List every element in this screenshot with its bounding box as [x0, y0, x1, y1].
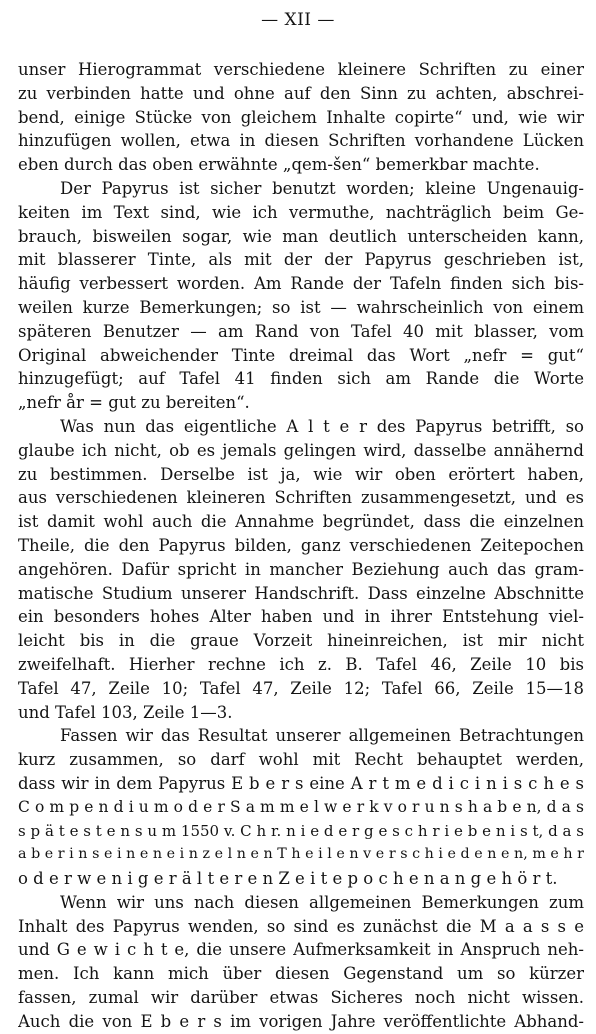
text-line: aus verschiedenen kleineren Schriften zusammengesetzt, und es [18, 488, 584, 508]
text-line: hinzufügen wollen, etwa in diesen Schriften vorhandene Lücken [18, 131, 584, 151]
text-line: brauch, bisweilen sogar, wie man deutlich unterscheiden kann, [18, 226, 584, 246]
text-line: leicht bis in die graue Vorzeit hineinreichen, ist mir nicht [18, 631, 584, 651]
text-line: Tafel 47, Zeile 10; Tafel 47, Zeile 12; Tafel 66, Zeile 15—18 [18, 678, 584, 698]
text-line: zu bestimmen. Derselbe ist ja, wie wir oben erörtert haben, [18, 464, 584, 484]
text-line: und G e w i c h t e, die unsere Aufmerksamkeit in Anspruch neh- [18, 940, 584, 960]
text-line: späteren Benutzer — am Rand von Tafel 40 mit blasser, vom [18, 321, 584, 341]
text-line: mit blasserer Tinte, als mit der der Papyrus geschrieben ist, [18, 250, 584, 270]
text-line: dass wir in dem Papyrus E b e r s eine A r t m e d i c i n i s c h e s [18, 773, 584, 793]
body-text [18, 58, 584, 1034]
text-line: men. Ich kann mich über diesen Gegenstand um so kürzer [18, 964, 584, 984]
page-number-header: — XII — [261, 10, 335, 30]
text-line: bend, einige Stücke von gleichem Inhalte copirte“ und, wie wir [18, 107, 584, 127]
text-line: Fassen wir das Resultat unserer allgemeinen Betrachtungen [60, 726, 584, 746]
text-line: und Tafel 103, Zeile 1—3. [18, 702, 233, 722]
text-line: zweifelhaft. Hierher rechne ich z. B. Tafel 46, Zeile 10 bis [18, 654, 584, 674]
text-line: Wenn wir uns nach diesen allgemeinen Bemerkungen zum [60, 892, 584, 912]
text-line: glaube ich nicht, ob es jemals gelingen wird, dasselbe annähernd [18, 440, 584, 460]
text-line: Auch die von E b e r s im vorigen Jahre veröffentlichte Abhand- [18, 1011, 584, 1031]
text-line: Der Papyrus ist sicher benutzt worden; kleine Ungenauig- [60, 178, 584, 198]
text-line: keiten im Text sind, wie ich vermuthe, nachträglich beim Ge- [18, 202, 584, 222]
text-line: kurz zusammen, so darf wohl mit Recht behauptet werden, [18, 750, 584, 770]
text-line: s p ä t e s t e n s u m 1550 v. C h r. n i e d e r g e s c h r i e b e n i s t, d a s [18, 821, 584, 840]
text-line: angehören. Dafür spricht in mancher Beziehung auch das gram- [18, 559, 584, 579]
text-line: weilen kurze Bemerkungen; so ist — wahrscheinlich von einem [18, 297, 584, 317]
text-line: Theile, die den Papyrus bilden, ganz verschiedenen Zeitepochen [18, 535, 584, 555]
text-line: häufig verbessert worden. Am Rande der Tafeln finden sich bis- [18, 274, 584, 294]
text-line: o d e r w e n i g e r ä l t e r e n Z e i t e p o c h e n a n g e h ö r t. [18, 869, 558, 889]
text-line: C o m p e n d i u m o d e r S a m m e l w e r k v o r u n s h a b e n, d a s [18, 797, 584, 816]
text-line: zu verbinden hatte und ohne auf den Sinn zu achten, abschrei- [18, 83, 584, 103]
text-line: ein besonders hohes Alter haben und in ihrer Entstehung viel- [18, 607, 584, 627]
text-line: Original abweichender Tinte dreimal das Wort „nefr = gut“ [18, 345, 584, 365]
text-line: matische Studium unserer Handschrift. Dass einzelne Abschnitte [18, 583, 584, 603]
text-line: unser Hierogrammat verschiedene kleinere Schriften zu einer [18, 60, 584, 79]
text-line: fassen, zumal wir darüber etwas Sicheres noch nicht wissen. [18, 988, 584, 1008]
text-line: „nefr år = gut zu bereiten“. [18, 393, 250, 413]
text-line: hinzugefügt; auf Tafel 41 finden sich am Rande die Worte [18, 369, 584, 389]
text-line: Was nun das eigentliche A l t e r des Papyrus betrifft, so [60, 416, 584, 436]
text-line: Inhalt des Papyrus wenden, so sind es zunächst die M a a s s e [18, 916, 584, 936]
text-line: eben durch das oben erwähnte „qem-šen“ bemerkbar machte. [18, 155, 540, 175]
text-line: a b e r i n s e i n e n e i n z e l n e n T h e i l e n v e r s c h i e d e n e n, m e h r [18, 846, 584, 863]
text-line: ist damit wohl auch die Annahme begründet, dass die einzelnen [18, 512, 584, 532]
